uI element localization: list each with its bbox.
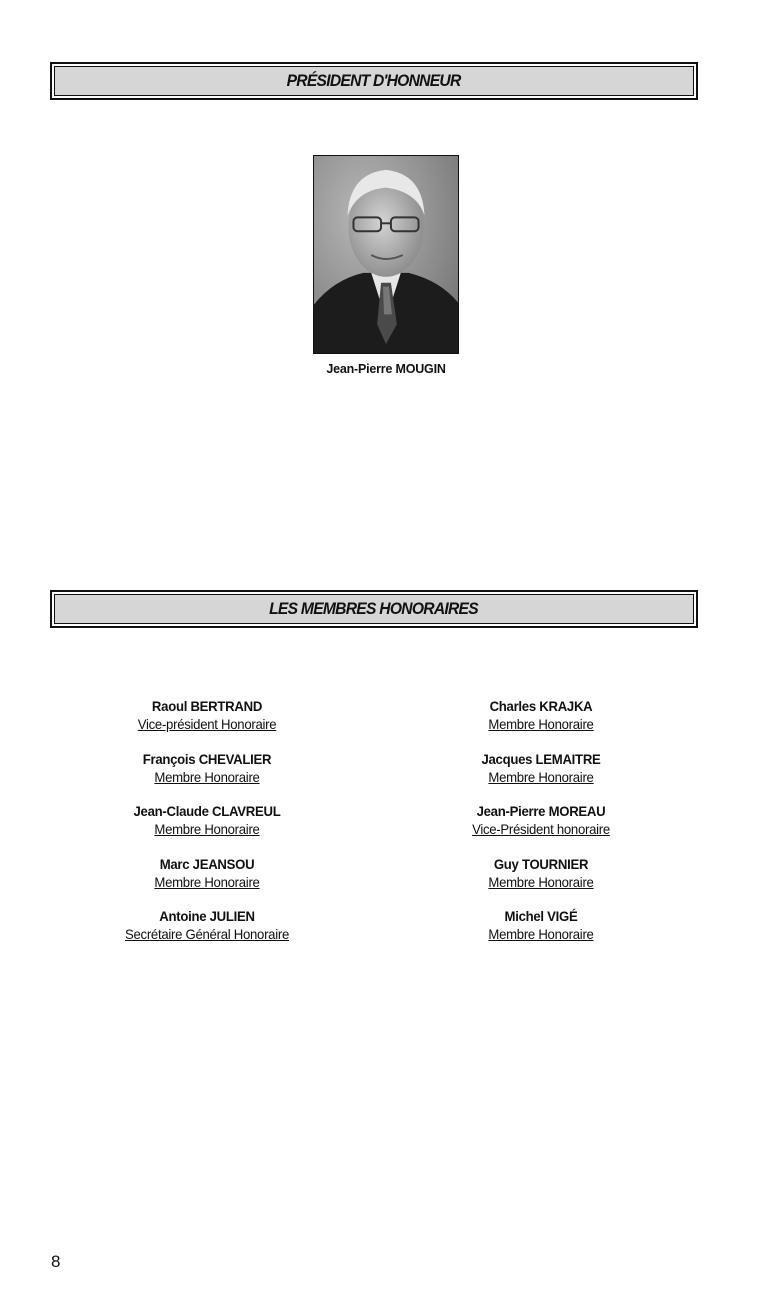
member-name: François CHEVALIER bbox=[142, 750, 272, 767]
member-entry bbox=[391, 907, 691, 960]
president-section-title: PRÉSIDENT D'HONNEUR bbox=[287, 71, 461, 90]
member-role: Secrétaire Général Honoraire bbox=[124, 926, 290, 942]
member-entry bbox=[391, 855, 691, 908]
members-section-title: LES MEMBRES HONORAIRES bbox=[269, 599, 479, 618]
member-name: Jean-Claude CLAVREUL bbox=[133, 803, 281, 819]
member-role: Vice-président Honoraire bbox=[137, 716, 277, 732]
member-entry bbox=[57, 855, 357, 908]
member-role: Membre Honoraire bbox=[488, 873, 594, 890]
member-entry bbox=[57, 802, 357, 855]
member-role: Membre Honoraire bbox=[154, 873, 260, 890]
member-entry bbox=[57, 750, 357, 803]
member-entry bbox=[391, 697, 691, 750]
president-section-banner bbox=[50, 62, 698, 100]
members-section-banner-inner bbox=[54, 594, 694, 624]
member-name: Raoul BERTRAND bbox=[151, 698, 263, 714]
member-name: Charles KRAJKA bbox=[489, 698, 593, 714]
president-portrait-photo bbox=[313, 155, 459, 354]
member-role: Membre Honoraire bbox=[488, 716, 594, 732]
member-role: Vice-Président honoraire bbox=[472, 821, 610, 837]
president-name-caption: Jean-Pierre MOUGIN bbox=[326, 362, 446, 376]
member-role: Membre Honoraire bbox=[488, 926, 594, 942]
member-name: Jean-Pierre MOREAU bbox=[476, 803, 606, 819]
member-entry bbox=[391, 802, 691, 855]
member-entry bbox=[57, 697, 357, 750]
members-right-column bbox=[391, 697, 691, 960]
president-section-banner-inner bbox=[54, 66, 694, 96]
members-left-column bbox=[57, 697, 357, 960]
member-entry bbox=[391, 750, 691, 803]
member-role: Membre Honoraire bbox=[488, 768, 594, 785]
member-name: Marc JEANSOU bbox=[159, 855, 255, 872]
member-name: Antoine JULIEN bbox=[159, 908, 255, 924]
member-name: Michel VIGÉ bbox=[504, 908, 578, 924]
member-entry bbox=[57, 907, 357, 960]
member-name: Guy TOURNIER bbox=[493, 855, 589, 872]
members-section-banner bbox=[50, 590, 698, 628]
member-role: Membre Honoraire bbox=[154, 821, 260, 837]
member-name: Jacques LEMAITRE bbox=[481, 750, 601, 767]
member-role: Membre Honoraire bbox=[154, 768, 260, 785]
page-number: 8 bbox=[51, 1252, 61, 1271]
